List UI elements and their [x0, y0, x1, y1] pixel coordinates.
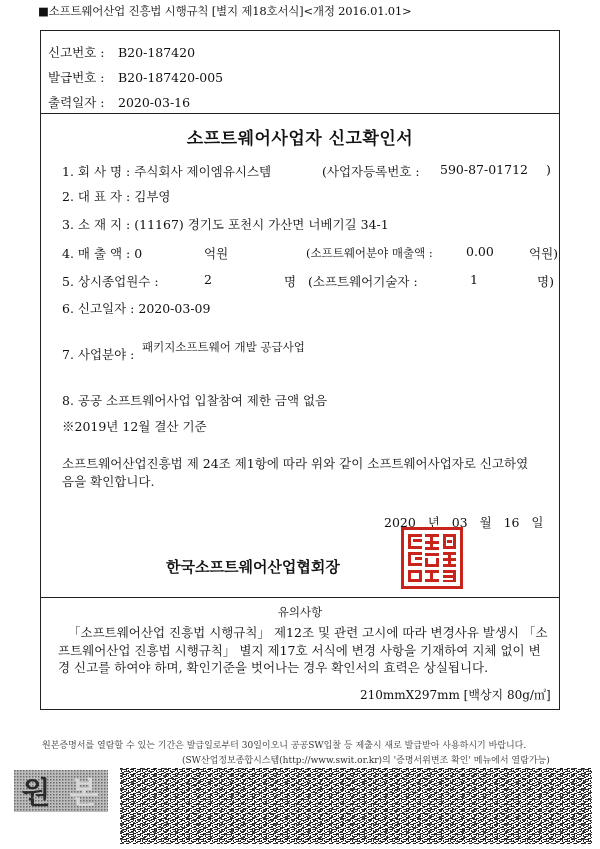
- ceo-label: 2. 대 표 자 :: [62, 189, 131, 204]
- employees-unit: 명: [284, 274, 297, 289]
- issue-number-label: 발급번호 :: [48, 70, 105, 85]
- issuer-name: 한국소프트웨어산업협회장: [166, 558, 340, 576]
- report-number: [48, 43, 195, 61]
- notice-title: 유의사항: [277, 605, 323, 619]
- employees-label: 5. 상시종업원수 :: [62, 274, 159, 289]
- print-date: [48, 93, 190, 111]
- business-reg: [322, 162, 420, 180]
- business-field-value: 패키지소프트웨어 개발 공급사업: [142, 340, 305, 354]
- business-reg-close: ): [546, 162, 551, 177]
- ceo-row: [62, 187, 170, 205]
- sw-sales-label: (소프트웨어분야 매출액 :: [306, 246, 433, 260]
- confirm-text-line-2: 음을 확인합니다.: [62, 474, 155, 489]
- business-reg-value-wrap: [440, 162, 528, 177]
- issue-month: 03: [451, 515, 468, 530]
- 2d-barcode: [120, 768, 592, 844]
- business-reg-label: (사업자등록번호 :: [322, 164, 420, 179]
- issue-day-unit: 일: [531, 515, 544, 530]
- wonbon-char-1: 원: [21, 776, 51, 811]
- address-value: (11167) 경기도 포천시 가산면 너베기길 34-1: [134, 217, 389, 232]
- company-label: 1. 회 사 명 :: [62, 164, 131, 179]
- footer-notice-1: 원본증명서를 열람할 수 있는 기간은 발급일로부터 30일이오니 공공SW입찰 등 제출시 새로 발급받아 사용하시기 바랍니다.: [42, 741, 527, 751]
- sales-row: [62, 244, 142, 262]
- sw-sales-unit: 억원): [529, 246, 559, 261]
- sales-label: 4. 매 출 액 :: [62, 246, 131, 261]
- paper-size: 210mmX297mm [백상지 80g/㎡]: [360, 688, 551, 702]
- original-copy-mark: [14, 770, 108, 812]
- employees-value: 2: [204, 272, 212, 287]
- issue-number-value: B20-187420-005: [118, 70, 224, 85]
- page-title: 소프트웨어사업자 신고확인서: [186, 129, 414, 149]
- sw-tech-value: 1: [470, 272, 478, 287]
- bid-restriction: 8. 공공 소프트웨어사업 입찰참여 제한 금액 없음: [62, 393, 328, 408]
- address-row: [62, 215, 389, 233]
- settlement-note: ※2019년 12월 결산 기준: [62, 419, 207, 434]
- print-date-label: 출력일자 :: [48, 95, 105, 110]
- sales-value: 0: [134, 246, 143, 261]
- issue-month-unit: 월: [479, 515, 492, 530]
- report-date-row: [62, 299, 210, 317]
- sw-tech-unit: 명): [537, 274, 554, 289]
- issue-number: [48, 68, 223, 86]
- issue-day: 16: [503, 515, 520, 530]
- issue-year-unit: 년: [427, 515, 440, 530]
- company-value: 주식회사 제이엠유시스템: [134, 164, 272, 179]
- report-number-value: B20-187420: [118, 45, 196, 60]
- notice-divider: [41, 597, 559, 598]
- form-header-line: ■소프트웨어산업 진흥법 시행규칙 [별지 제18호서식]<개정 2016.01.01>: [38, 4, 412, 18]
- official-seal: [401, 527, 463, 589]
- sw-sales-value: 0.00: [466, 244, 494, 259]
- meta-divider: [41, 113, 559, 114]
- sales-unit: 억원: [204, 246, 229, 261]
- company-row: [62, 162, 271, 180]
- report-date-label: 6. 신고일자 :: [62, 301, 135, 316]
- issue-year: 2020: [384, 515, 416, 530]
- business-reg-value: 590-87-01712: [440, 162, 528, 177]
- footer-notice-2: (SW산업정보종합시스템(http://www.swit.or.kr)의 '증명서위변조 확인' 메뉴에서 열람가능): [182, 756, 550, 766]
- print-date-value: 2020-03-16: [118, 95, 191, 110]
- employees-row: [62, 272, 159, 290]
- notice-text: 「소프트웨어산업 진흥법 시행규칙」 제12조 및 관련 고시에 따라 변경사유 발생시 「소프트웨어산업 진흥법 시행규칙」 별지 제17호 서식에 변경 사항을 기재하여 지체 없이 변경 신고를 하여야 하며, 확인기준을 벗어나는 경우 확인서의 효력은 상실됩니다.: [58, 625, 548, 675]
- address-label: 3. 소 재 지 :: [62, 217, 131, 232]
- business-field-label: 7. 사업분야 :: [62, 347, 135, 362]
- ceo-value: 김부영: [134, 189, 171, 204]
- wonbon-char-2: 본: [69, 776, 99, 811]
- report-date-value: 2020-03-09: [138, 301, 211, 316]
- report-number-label: 신고번호 :: [48, 45, 105, 60]
- confirm-text-line-1: 소프트웨어산업진흥법 제 24조 제1항에 따라 위와 같이 소프트웨어사업자로 신고하였: [62, 456, 529, 471]
- sw-tech-label: (소프트웨어기술자 :: [308, 274, 418, 289]
